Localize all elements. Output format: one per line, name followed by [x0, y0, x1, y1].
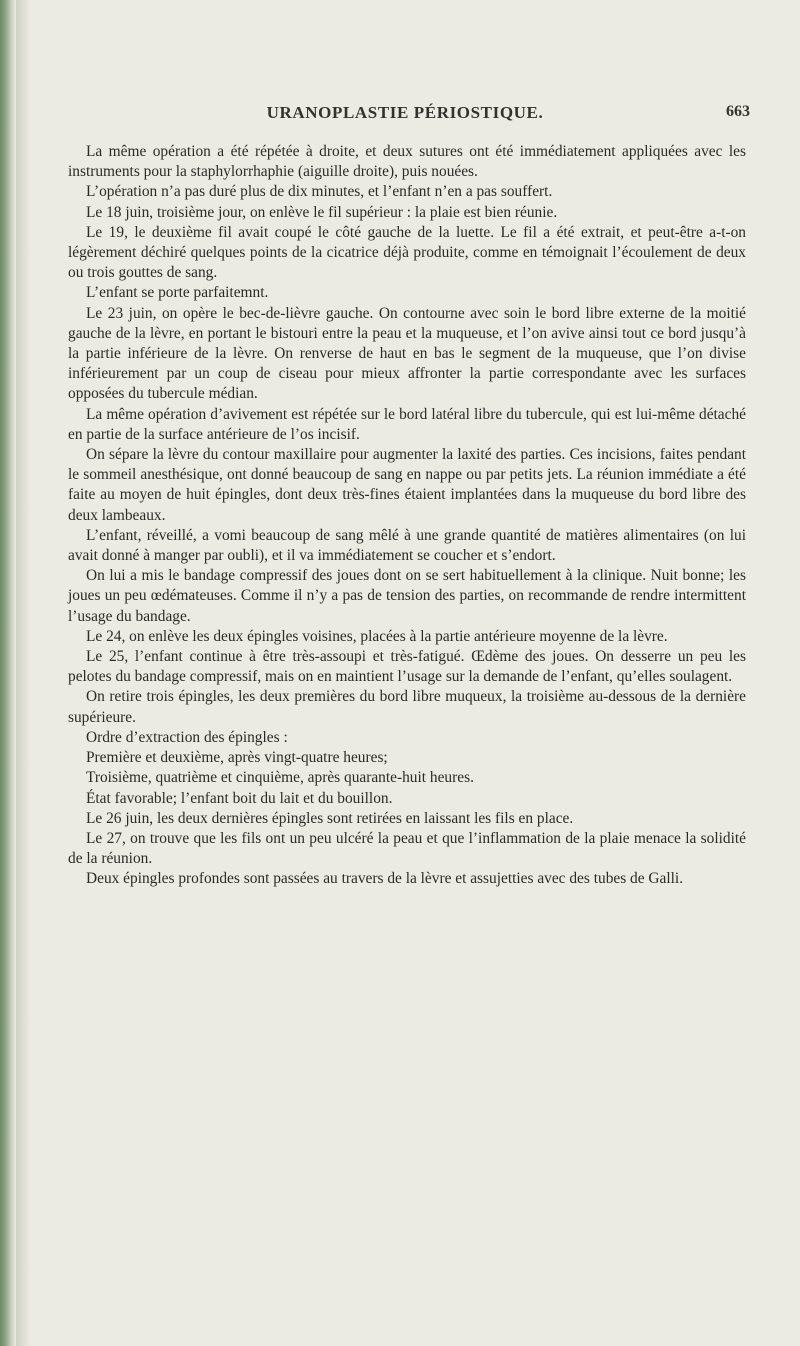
paragraph: Le 25, l’enfant continue à être très-assoupi et très-fatigué. Œdème des joues. On desserre un peu les pelotes du bandage compressif, mais on en maintient l’usage sur la demande de l’enfant, qu’elles soulagent.: [68, 648, 746, 686]
paragraph: Le 26 juin, les deux dernières épingles sont retirées en laissant les fils en place.: [86, 809, 574, 827]
paragraph: La même opération d’avivement est répétée sur le bord latéral libre du tubercule, qui est lui-même détaché en partie de la surface antérieure de l’os incisif.: [68, 405, 746, 443]
paragraph: Le 19, le deuxième fil avait coupé le côté gauche de la luette. Le fil a été extrait, et peut-être a-t-on légèrement déchiré quelques points de la cicatrice déjà produite, comme en témoignait l’écoulement de deux ou trois gouttes de sang.: [68, 223, 746, 282]
paragraph: On lui a mis le bandage compressif des joues dont on se sert habituellement à la clinique. Nuit bonne; les joues un peu œdémateuses. Comme il n’y a pas de tension des parties, on recommande de rendre intermittent l’usage du bandage.: [68, 567, 746, 625]
paragraph: Le 27, on trouve que les fils ont un peu ulcéré la peau et que l’inflammation de la plaie menace la solidité de la réunion.: [68, 829, 746, 868]
paragraph: On retire trois épingles, les deux premières du bord libre muqueux, la troisième au-dessous de la dernière supérieure.: [68, 688, 746, 726]
paragraph: L’enfant, réveillé, a vomi beaucoup de sang mêlé à une grande quantité de matières alimentaires (on lui avait donné à manger par oubli), et il va immédiatement se coucher et s’endort.: [68, 526, 746, 565]
paragraph: Deux épingles profondes sont passées au travers de la lèvre et assujetties avec des tubes de Galli.: [86, 870, 684, 888]
running-head: [60, 103, 750, 127]
running-title: URANOPLASTIE PÉRIOSTIQUE.: [266, 103, 544, 122]
paragraph: Première et deuxième, après vingt-quatre heures;: [86, 749, 388, 767]
paragraph: État favorable; l’enfant boit du lait et du bouillon.: [86, 789, 393, 807]
paragraph: L’enfant se porte parfaitemnt.: [86, 284, 269, 302]
paragraph: L’opération n’a pas duré plus de dix minutes, et l’enfant n’en a pas souffert.: [86, 183, 553, 201]
page-number: 663: [726, 103, 750, 120]
paragraph: Le 24, on enlève les deux épingles voisines, placées à la partie antérieure moyenne de la lèvre.: [86, 627, 668, 645]
paragraph: Ordre d’extraction des épingles :: [86, 728, 288, 746]
paragraph: Le 23 juin, on opère le bec-de-lièvre gauche. On contourne avec soin le bord libre externe de la moitié gauche de la lèvre, en portant le bistouri entre la peau et la muqueuse, et l’on avive ainsi tout ce bord jusqu’à la partie inférieure de la lèvre. On renverse de haut en bas le segment de la muqueuse, que l’on divise inférieurement par un coup de ciseau pour mieux affronter la partie correspondante avec les surfaces opposées du tubercule médian.: [68, 304, 746, 403]
paragraph: Troisième, quatrième et cinquième, après quarante-huit heures.: [86, 769, 474, 787]
paragraph: On sépare la lèvre du contour maxillaire pour augmenter la laxité des parties. Ces incisions, faites pendant le sommeil anesthésique, ont donné beaucoup de sang en nappe ou par petits jets. La réunion immédiate a été faite au moyen de huit épingles, dont deux très-fines étaient implantées dans la muqueuse du bord libre des deux lambeaux.: [68, 446, 746, 524]
paragraph: La même opération a été répétée à droite, et deux sutures ont été immédiatement appliquées avec les instruments pour la staphylorrhaphie (aiguille droite), puis nouées.: [68, 143, 746, 181]
paragraph: Le 18 juin, troisième jour, on enlève le fil supérieur : la plaie est bien réunie.: [86, 203, 558, 221]
body-text: [68, 142, 746, 890]
